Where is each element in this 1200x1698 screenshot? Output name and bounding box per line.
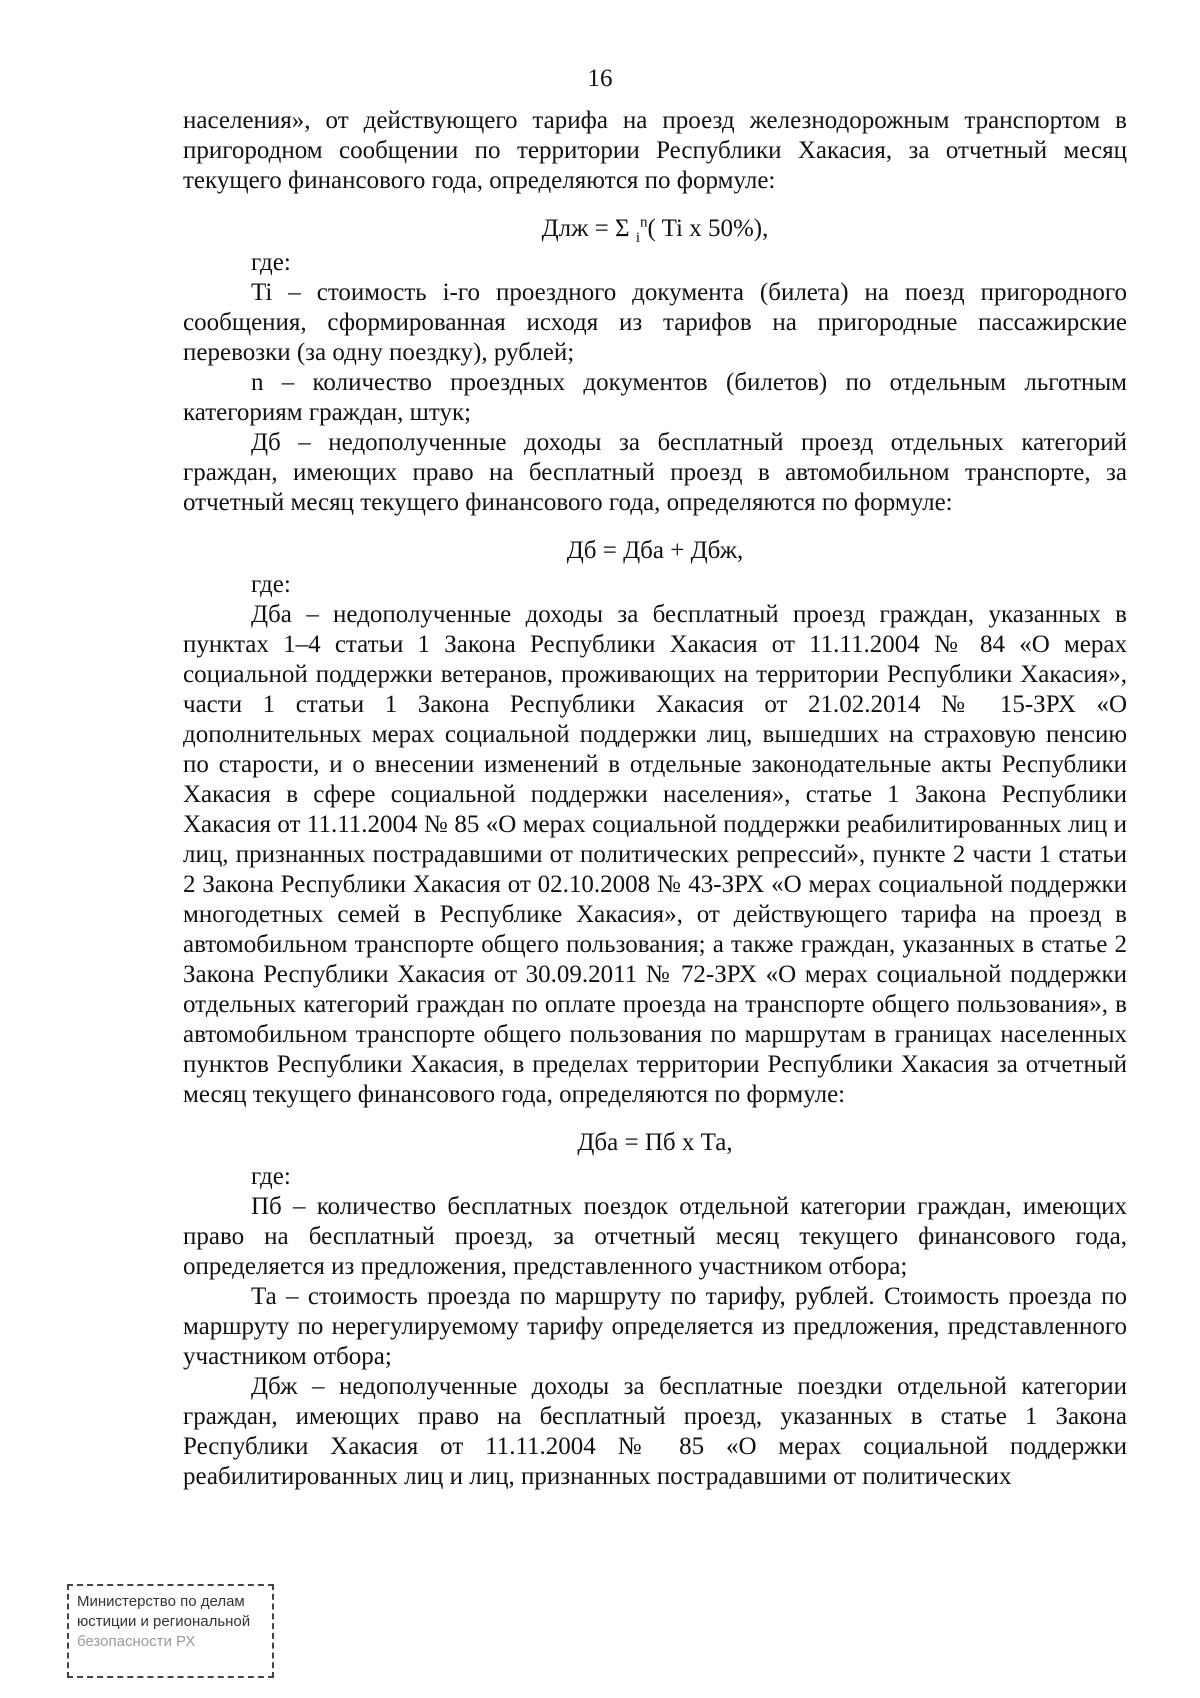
paragraph-dba: Дба – недополученные доходы за бесплатный проезд граждан, указанных в пунктах 1–4 статьи 1 Закона Республики Хакасия от 11.11.2004 № 84 «О мерах социальной поддержки ветеранов, проживающих на территории Республики Хакасия», части 1 статьи 1 Закона Республики Хакасия от 21.02.2014 № 15-ЗРХ «О дополнительных мерах социальной поддержки лиц, вышедших на страховую пенсию по старости, и о внесении изменений в отдельные законодательные акты Республики Хакасия в сфере социальной поддержки населения», статье 1 Закона Республики Хакасия от 11.11.2004 № 85 «О мерах социальной поддержки реабилитированных лиц и лиц, признанных пострадавшими от политических репрессий», пункте 2 части 1 статьи 2 Закона Республики Хакасия от 02.10.2008 № 43-ЗРХ «О мерах социальной поддержки многодетных семей в Республике Хакасия», от действующего тарифа на проезд в автомобильном транспорте общего пользования; а также граждан, указанных в статье 2 Закона Республики Хакасия от 30.09.2011 № 72-ЗРХ «О мерах социальной поддержки отдельных категорий граждан по оплате проезда на транспорте общего пользования», в автомобильном транспорте общего пользования по маршрутам в границах населенных пунктов Республики Хакасия, в пределах территории Республики Хакасия за отчетный месяц текущего финансового года, определяются по формуле: xyxy=(183,601,1127,1108)
formula-dba: Дба = Пб x Та, xyxy=(577,1129,733,1156)
formula-db: Дб = Дба + Дбж, xyxy=(566,537,744,564)
page-number: 16 xyxy=(587,65,613,92)
stamp-line-3: безопасности РХ xyxy=(77,1633,196,1650)
where-label: где: xyxy=(251,249,291,276)
formula-dlzh-sup: n xyxy=(640,214,648,231)
where-label: где: xyxy=(251,1163,291,1190)
formula-dlzh-lhs: Длж = Σ xyxy=(541,215,636,242)
stamp-line-2: юстиции и региональной xyxy=(77,1613,251,1630)
document-body xyxy=(183,106,1127,1492)
paragraph-ti: Ti – стоимость i-го проездного документа (билета) на поезд пригородного сообщения, сформированная исходя из тарифов на пригородные пассажирские перевозки (за одну поездку), рублей; xyxy=(183,279,1127,366)
stamp-line-1: Министерство по делам xyxy=(77,1593,245,1610)
paragraph-dbzh: Дбж – недополученные доходы за бесплатные поездки отдельной категории граждан, имеющих право на бесплатный проезд, указанных в статье 1 Закона Республики Хакасия от 11.11.2004 № 85 «О мерах социальной поддержки реабилитированных лиц и лиц, признанных пострадавшими от политических xyxy=(183,1373,1127,1490)
paragraph-pb: Пб – количество бесплатных поездок отдельной категории граждан, имеющих право на бесплатный проезд, за отчетный месяц текущего финансового года, определяется из предложения, представленного участником отбора; xyxy=(183,1193,1127,1280)
paragraph-db: Дб – недополученные доходы за бесплатный проезд отдельных категорий граждан, имеющих право на бесплатный проезд в автомобильном транспорте, за отчетный месяц текущего финансового года, определяются по формуле: xyxy=(183,429,1127,516)
formula-dlzh xyxy=(183,214,1127,244)
ministry-stamp xyxy=(67,1584,274,1678)
formula-dlzh-sub: i xyxy=(635,230,640,246)
formula-dlzh-rhs: ( Ti x 50%), xyxy=(647,215,769,242)
paragraph-ta: Та – стоимость проезда по маршруту по тарифу, рублей. Стоимость проезда по маршруту по нерегулируемому тарифу определяется из предложения, представленного участником отбора; xyxy=(183,1283,1127,1370)
paragraph-continuation: населения», от действующего тарифа на проезд железнодорожным транспортом в пригородном сообщении по территории Республики Хакасия, за отчетный месяц текущего финансового года, определяются по формуле: xyxy=(183,107,1127,194)
paragraph-n: n – количество проездных документов (билетов) по отдельным льготным категориям граждан, штук; xyxy=(183,369,1127,426)
where-label: где: xyxy=(251,571,291,598)
